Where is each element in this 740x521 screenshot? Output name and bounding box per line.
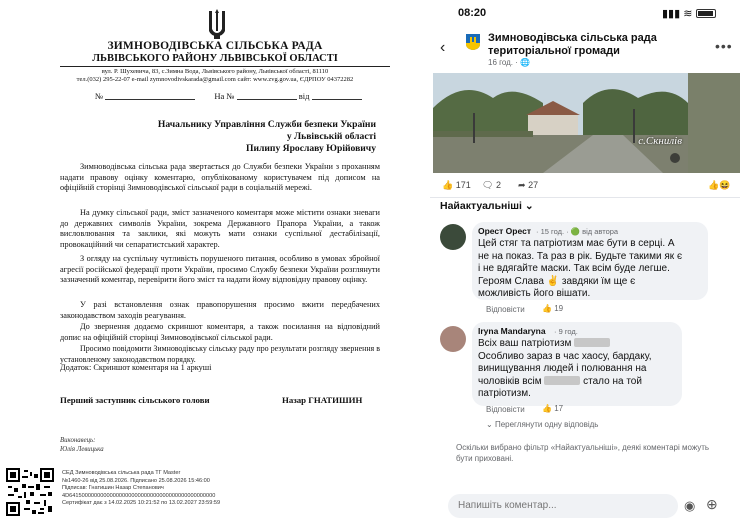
camera-icon[interactable]: ◉ xyxy=(684,498,696,513)
globe-icon: 🌐 xyxy=(520,58,531,67)
community-logo-icon xyxy=(466,34,480,50)
commenter-name[interactable]: Iryna Mandaryna xyxy=(478,326,546,336)
status-icons xyxy=(662,7,716,20)
thumbs-up-icon: 👍 xyxy=(542,404,552,413)
comment-meta: · 15 год. · 🟢 від автора xyxy=(536,227,619,236)
thumbs-up-icon: 👍 xyxy=(442,180,454,190)
e-signature-block: СЕД Зимноводівська сільська рада ТГ Master №1460-26 від 25.08.2026. Підписано 25.08.2026 15:46:00 Підписав: Гнатишин Назар Степанович 4D64150000000000000000000000000000000000000000000 Сертифікат дає з 14.02.2025 10:21:52 по 13.02.2027 23:59:59 xyxy=(62,470,221,507)
org-name: ЗИМНОВОДІВСЬКА СІЛЬСЬКА РАДА xyxy=(107,40,323,52)
comment-text: Всіх ваш патріотизм Особливо зараз в час хаосу, бардаку, винищування людей і полювання на чоловіків всім стало на той патріотизм. xyxy=(478,338,652,399)
paragraph: У разі встановлення ознак правопорушення просимо вжити передбачених законодавством заходів реагування. xyxy=(60,300,380,320)
like-button[interactable]: 👍 17 xyxy=(542,404,564,413)
paragraph: Зимноводівська сільська рада звертається до Служби безпеки України з проханням надати правову оцінку коментарю, опублікованому користувачем під дописом на офіційній сторінці Зимноводівської сільської ради в соціальній мережі. xyxy=(60,162,380,193)
comment-count[interactable]: 🗨 2 xyxy=(482,180,501,190)
avatar[interactable] xyxy=(440,224,466,250)
comment-text: Цей стяг та патріотизм має бути в серці. А не на показ. Та раз в рік. Будьте такими як є і не вдягайте маски. Так всім буде легше. Героям Слава ✌ завдяки їм ще є можливість його вішати. xyxy=(478,238,683,299)
commenter-name[interactable]: Орест Орест xyxy=(478,226,531,236)
page-name[interactable]: Зимноводівська сільська рада територіальної громади xyxy=(488,32,657,57)
mute-icon[interactable] xyxy=(670,153,680,163)
like-button[interactable]: 👍 19 xyxy=(542,304,564,313)
video-frame-edge xyxy=(688,73,740,173)
view-replies-link[interactable]: ⌄ Переглянути одну відповідь xyxy=(486,420,599,429)
status-time: 08:20 xyxy=(458,7,487,19)
add-icon[interactable]: ⊕ xyxy=(706,496,718,512)
facebook-post-screenshot xyxy=(430,0,740,521)
post-date: 16 год. · 🌐 xyxy=(488,58,531,67)
recipient-line-2: у Львівській області xyxy=(286,131,376,142)
signatory-title: Перший заступник сільського голови xyxy=(60,395,210,405)
paragraph: До звернення додаємо скриншот коментаря, а також посилання на відповідний допис на офіційній сторінці Зимноводівської сільської ради. xyxy=(60,322,380,342)
recipient-line-3: Пилипу Ярославу Юрійовичу xyxy=(246,143,376,154)
comment-filter-dropdown[interactable]: Найактуальніші ⌄ xyxy=(440,200,534,212)
video-frame xyxy=(433,73,688,173)
paragraph: З огляду на суспільну чутливість порушеного питання, особливо в умовах збройної агресії російської федерації проти України, просимо Службу безпеки України розглянути зазначений коментар, перевірити його зміст та надати йому відповідну правову оцінку. xyxy=(60,254,380,285)
executor: Виконавець: Юлія Левицька xyxy=(60,437,104,453)
filter-note: Оскільки вибрано фільтр «Найактуальніші», деякі коментарі можуть бути приховані. xyxy=(456,443,710,463)
share-count[interactable]: ➦ 27 xyxy=(518,180,539,190)
paragraph: На думку сільської ради, зміст зазначеного коментаря може містити ознаки зневаги до державних символів України, зокрема Державного Прапора України, а також висловлювання та заклики, які можуть мати ознаки суспільної дестабілізації, провокаційний чи сепаратистський характер. xyxy=(60,208,380,249)
header-rule xyxy=(60,66,390,67)
signatory-name: Назар ГНАТИШИН xyxy=(282,395,363,405)
divider xyxy=(430,197,740,198)
reaction-faces-icon: 👍😆 xyxy=(708,180,731,190)
qr-code-icon xyxy=(6,468,54,516)
org-district: ЛЬВІВСЬКОГО РАЙОНУ ЛЬВІВСЬКОЇ ОБЛАСТІ xyxy=(92,53,338,64)
avatar[interactable] xyxy=(440,326,466,352)
redacted-word xyxy=(574,338,610,347)
video-caption: с.Скнилів xyxy=(638,135,682,147)
org-contacts: тел.(032) 295-22-07 e-mail zymnovodivskarada@gmail.com сайт: www.zvg.gov.ua, ЄДРПОУ 04372282 xyxy=(76,76,354,83)
redacted-word xyxy=(544,376,580,385)
more-options-icon[interactable]: ••• xyxy=(715,38,733,54)
comment-meta: · 9 год. xyxy=(554,327,578,336)
attachment-note: Додаток: Скриншот коментаря на 1 аркуші xyxy=(60,363,212,372)
trident-crest-icon xyxy=(206,9,228,39)
post-video[interactable] xyxy=(433,73,688,173)
comment-input[interactable]: Напишіть коментар... xyxy=(448,494,678,518)
thumbs-up-icon: 👍 xyxy=(542,304,552,313)
recipient-line-1: Начальнику Управління Служби безпеки України xyxy=(157,119,376,130)
reply-link[interactable]: Відповісти xyxy=(486,405,525,414)
reference-line: № На № від xyxy=(95,91,362,101)
share-icon: ➦ xyxy=(518,180,526,190)
battery-icon xyxy=(696,9,716,18)
wifi-icon: ≋ xyxy=(683,8,693,20)
like-count[interactable]: 👍 171 xyxy=(442,180,471,190)
comment-icon: 🗨 xyxy=(482,180,494,190)
paragraph: Просимо повідомити Зимноводівську сільську раду про результати розгляду звернення в установленому законодавством порядку. xyxy=(60,344,380,364)
reply-link[interactable]: Відповісти xyxy=(486,305,525,314)
org-address: вул. Р. Шухевича, 83, с.Зимна Вода, Львівського району, Львівської області, 81110 xyxy=(101,68,329,75)
back-arrow-icon[interactable]: ‹ xyxy=(440,39,446,56)
signal-icon: ▮▮▮ xyxy=(662,8,681,20)
